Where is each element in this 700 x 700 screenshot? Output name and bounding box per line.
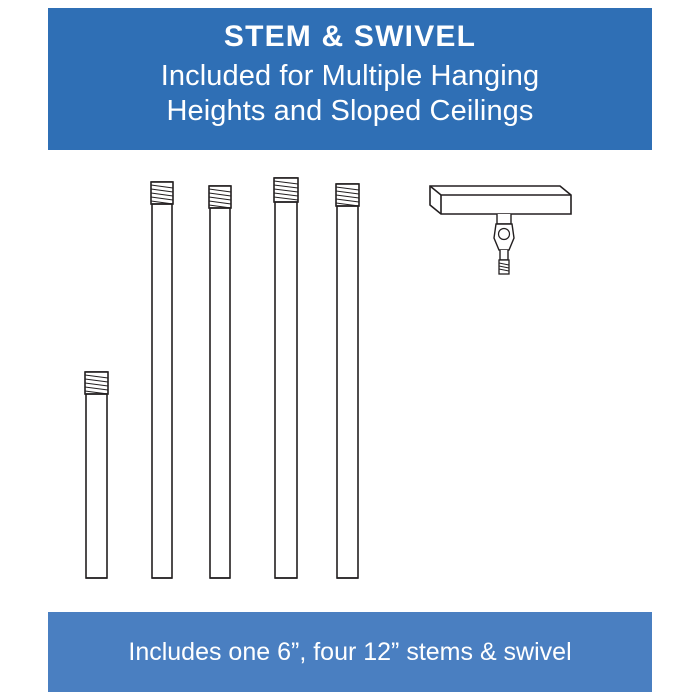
stem-12-inch-3 (274, 178, 298, 578)
banner-subtitle-line-1: Included for Multiple Hanging (160, 60, 540, 92)
banner-subtitle-line-2: Heights and Sloped Ceilings (166, 95, 534, 128)
page-title: STEM & SWIVEL (223, 20, 477, 53)
top-banner (48, 8, 652, 150)
stem-12-inch-2 (209, 186, 231, 578)
parts-diagram (0, 150, 700, 612)
stem-12-inch-4 (336, 184, 359, 578)
bottom-banner (48, 612, 652, 692)
stem-6-inch (85, 372, 108, 578)
banner-subtitle (161, 59, 540, 130)
canopy-swivel (430, 186, 571, 274)
includes-text: Includes one 6”, four 12” stems & swivel (128, 638, 572, 666)
stem-12-inch-1 (151, 182, 173, 578)
